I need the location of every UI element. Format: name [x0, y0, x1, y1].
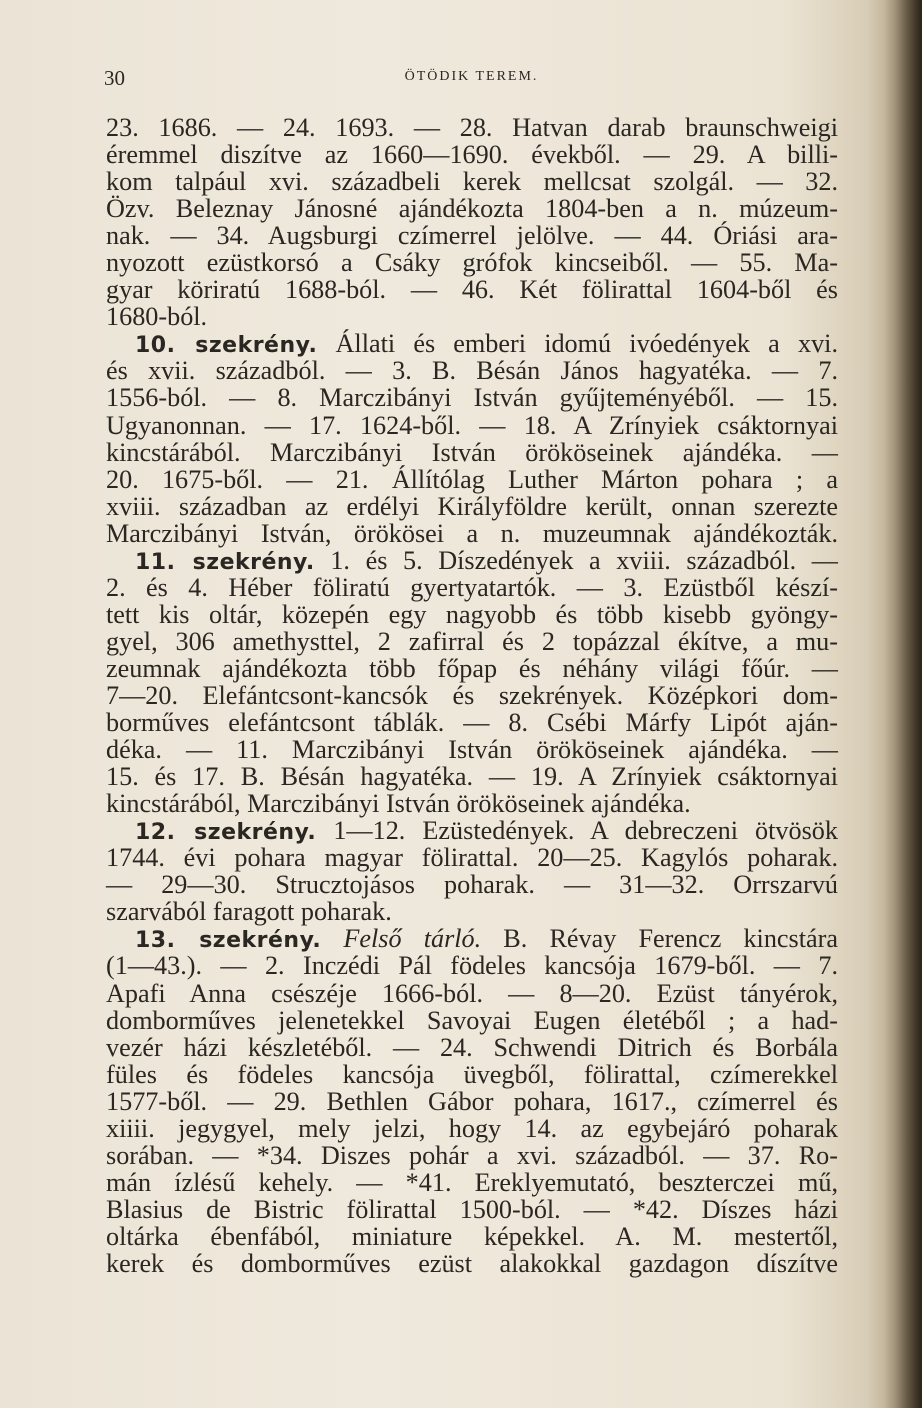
line-text: oltárka ébenfából, miniature képekkel. A. M. mestertől,	[106, 1221, 838, 1251]
cabinet-heading-line	[106, 817, 838, 844]
text-line	[106, 1169, 838, 1196]
line-text: déka. — 11. Marczibányi István örököseinek ajándéka. —	[106, 735, 838, 765]
line-text: Marczibányi István, örökösei a n. muzeumnak ajándékozták.	[106, 518, 838, 548]
line-text: borműves elefántcsont táblák. — 8. Csébi Márfy Lipót aján-	[106, 708, 838, 738]
text-line	[106, 384, 838, 411]
line-text: kom talpául xvi. századbeli kerek mellcsat szolgál. — 32.	[106, 167, 838, 197]
text-line	[106, 574, 838, 601]
line-text: nak. — 34. Augsburgi czímerrel jelölve. — 44. Óriási ara-	[106, 221, 838, 251]
text-line	[106, 141, 838, 168]
text-line	[106, 1223, 838, 1250]
line-text: gyar köriratú 1688-ból. — 46. Két fölirattal 1604-ből és	[106, 275, 838, 305]
text-line	[106, 276, 838, 303]
text-line	[106, 790, 838, 817]
text-line	[106, 303, 838, 330]
line-text: 1680-ból.	[106, 302, 208, 332]
line-text: éremmel diszítve az 1660—1690. évekből. — 29. A billi-	[106, 140, 838, 170]
text-line	[106, 1088, 838, 1115]
line-text: 1744. évi pohara magyar fölirattal. 20—25. Kagylós poharak.	[106, 843, 838, 873]
text-line	[106, 736, 838, 763]
line-text: mán ízlésű kehely. — *41. Ereklyemutató, beszterczei mű,	[106, 1167, 838, 1197]
text-line	[106, 114, 838, 141]
line-text: Blasius de Bistric fölirattal 1500-ból. — *42. Díszes házi	[106, 1194, 838, 1224]
text-line	[106, 1196, 838, 1223]
line-text: 1577-ből. — 29. Bethlen Gábor pohara, 1617., czímerrel és	[106, 1086, 838, 1116]
page-number: 30	[104, 66, 125, 90]
cabinet-label: 13. szekrény.	[135, 928, 322, 954]
cabinet-heading-line	[106, 925, 838, 952]
line-text: 23. 1686. — 24. 1693. — 28. Hatvan darab braunschweigi	[106, 113, 838, 142]
line-text: 15. és 17. B. Bésán hagyatéka. — 19. A Zrínyiek csáktornyai	[106, 762, 838, 792]
line-text: xviii. században az erdélyi Királyföldre került, onnan szerezte	[106, 491, 838, 521]
text-line	[106, 1034, 838, 1061]
text-line	[106, 1115, 838, 1142]
line-text: nyozott ezüstkorsó a Csáky grófok kincseiből. — 55. Ma-	[106, 248, 838, 278]
italic-phrase: Felső tárló.	[321, 924, 482, 954]
text-line	[106, 1250, 838, 1277]
text-line	[106, 952, 838, 979]
line-text: 2. és 4. Héber föliratú gyertyatartók. — 3. Ezüstből készí-	[106, 572, 838, 602]
text-line	[106, 195, 838, 222]
text-line	[106, 520, 838, 547]
line-text: kincstárából, Marczibányi István örököseinek ajándéka.	[106, 789, 691, 819]
text-line	[106, 1142, 838, 1169]
cabinet-label: 10. szekrény.	[135, 333, 318, 359]
line-text: Apafi Anna csészéje 1666-ból. — 8—20. Ezüst tányérok,	[106, 978, 838, 1008]
line-text: vezér házi készletéből. — 24. Schwendi Ditrich és Borbála	[106, 1032, 838, 1062]
text-line	[106, 1061, 838, 1088]
cabinet-label: 11. szekrény.	[135, 549, 315, 575]
line-text: Állati és emberi idomú ivóedények a xvi.	[317, 329, 838, 359]
cabinet-heading-line	[106, 547, 838, 574]
line-text: 7—20. Elefántcsont-kancsók és szekrények. Középkori dom-	[106, 680, 838, 710]
text-line	[106, 222, 838, 249]
text-line	[106, 980, 838, 1007]
line-text: és xvii. századból. — 3. B. Bésán János hagyatéka. — 7.	[106, 356, 838, 386]
text-line	[106, 871, 838, 898]
text-line	[106, 655, 838, 682]
text-line	[106, 844, 838, 871]
text-line	[106, 763, 838, 790]
text-line	[106, 898, 838, 925]
line-text: 1556-ból. — 8. Marczibányi István gyűjteményéből. — 15.	[106, 383, 838, 413]
cabinet-label: 12. szekrény.	[135, 820, 317, 846]
line-text: (1—43.). — 2. Inczédi Pál födeles kancsója 1679-ből. — 7.	[106, 951, 838, 981]
body-text	[106, 114, 838, 1277]
line-text: — 29—30. Strucztojásos poharak. — 31—32. Orrszarvú	[106, 870, 838, 900]
line-text: B. Révay Ferencz kincstára	[481, 924, 838, 954]
line-text: zeumnak ajándékozta több főpap és néhány világi főúr. —	[106, 653, 838, 683]
text-line	[106, 249, 838, 276]
line-text: tett kis oltár, közepén egy nagyobb és több kisebb gyöngy-	[106, 599, 838, 629]
text-line	[106, 412, 838, 439]
line-text: füles és födeles kancsója üvegből, fölirattal, czímerekkel	[106, 1059, 838, 1089]
running-header	[104, 66, 839, 90]
text-line	[106, 357, 838, 384]
text-line	[106, 601, 838, 628]
cabinet-heading-line	[106, 330, 838, 357]
text-line	[106, 709, 838, 736]
line-text: xiiii. jegygyel, mely jelzi, hogy 14. az egybejáró poharak	[106, 1113, 838, 1143]
line-text: 1—12. Ezüstedények. A debreczeni ötvösök	[316, 816, 838, 846]
line-text: sorában. — *34. Diszes pohár a xvi. századból. — 37. Ro-	[106, 1140, 838, 1170]
line-text: kerek és domborműves ezüst alakokkal gazdagon díszítve	[106, 1248, 838, 1278]
book-binding-edge	[884, 0, 922, 1408]
text-line	[106, 628, 838, 655]
text-line	[106, 466, 838, 493]
line-text: kincstárából. Marczibányi István örököseinek ajándéka. —	[106, 437, 838, 467]
text-line	[106, 1007, 838, 1034]
line-text: gyel, 306 amethysttel, 2 zafirral és 2 topázzal ékítve, a mu-	[106, 626, 838, 656]
line-text: Özv. Beleznay Jánosné ajándékozta 1804-ben a n. múzeum-	[106, 194, 838, 224]
line-text: domborműves jelenetekkel Savoyai Eugen életéből ; a had-	[106, 1005, 838, 1035]
text-line	[106, 168, 838, 195]
line-text: 20. 1675-ből. — 21. Állítólag Luther Márton pohara ; a	[106, 464, 838, 494]
text-line	[106, 439, 838, 466]
running-title: ÖTÖDIK TEREM.	[404, 69, 539, 84]
line-text: szarvából faragott poharak.	[106, 897, 392, 927]
text-line	[106, 493, 838, 520]
line-text: 1. és 5. Díszedények a xviii. századból. —	[314, 545, 838, 575]
line-text: Ugyanonnan. — 17. 1624-ből. — 18. A Zrínyiek csáktornyai	[106, 410, 838, 440]
text-line	[106, 682, 838, 709]
